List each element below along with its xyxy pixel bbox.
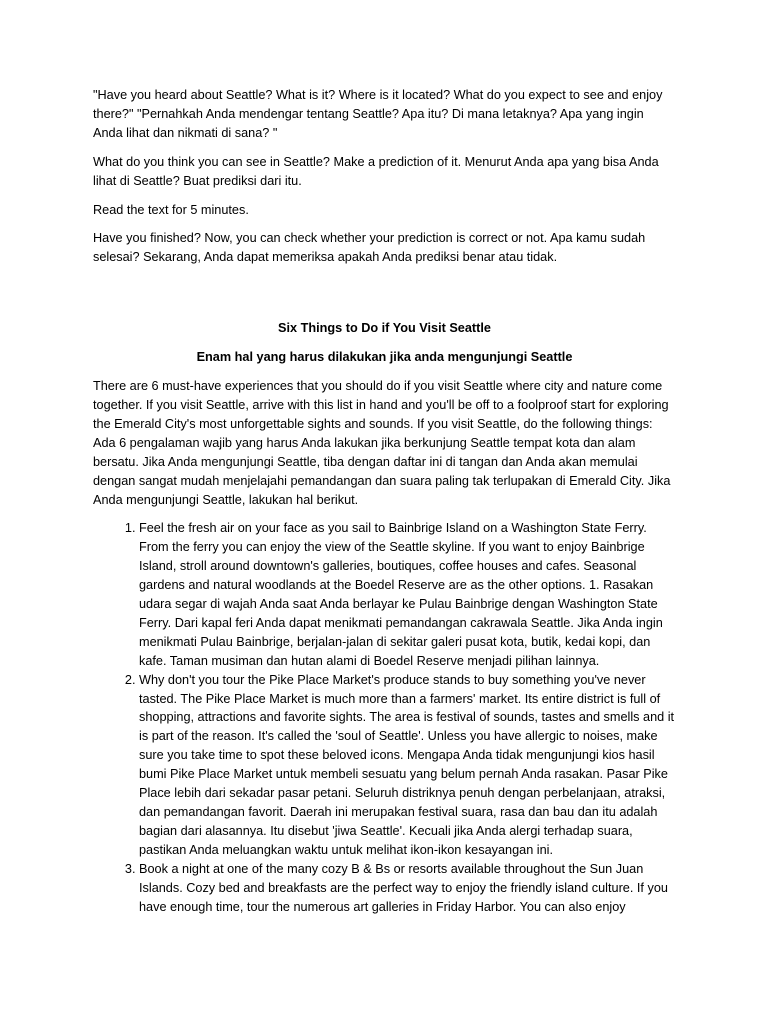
document-page — [93, 86, 676, 916]
article-lead-paragraph: There are 6 must-have experiences that you should do if you visit Seattle where city and nature come together. If you visit Seattle, arrive with this list in hand and you'll be off to a foolproof start for exploring the Emerald City's most unforgettable sights and sounds. If you visit Seattle, do the following things: Ada 6 pengalaman wajib yang harus Anda lakukan jika berkunjung Seattle tempat kota dan alam bersatu. Jika Anda mengunjungi Seattle, tiba dengan daftar ini di tangan dan Anda akan memulai dengan sangat mudah menjelajahi pemandangan dan suara paling tak terlupakan di Emerald City. Jika Anda mengunjungi Seattle, lakukan hal berikut. — [93, 379, 671, 507]
list-item: 3. Book a night at one of the many cozy B & Bs or resorts available throughout the Sun Juan Islands. Cozy bed and breakfasts are the perfect way to enjoy the friendly island culture. If you have enough time, tour the numerous art galleries in Friday Harbor. You can also enjoy — [139, 860, 676, 917]
things-to-do-list — [93, 519, 676, 916]
section-spacer — [93, 277, 676, 319]
article-title-english: Six Things to Do if You Visit Seattle — [278, 321, 491, 336]
intro-paragraph-check: Have you finished? Now, you can check whether your prediction is correct or not. Apa kamu sudah selesai? Sekarang, Anda dapat memeriksa apakah Anda prediksi benar atau tidak. — [93, 231, 646, 265]
list-item: 1. Feel the fresh air on your face as you sail to Bainbrige Island on a Washington State Ferry. From the ferry you can enjoy the view of the Seattle skyline. If you want to enjoy Bainbrige Island, stroll around downtown's galleries, boutiques, coffee houses and cafes. Seasonal gardens and natural woodlands at the Boedel Reserve are as the other options. 1. Rasakan udara segar di wajah Anda saat Anda berlayar ke Pulau Bainbrige dengan Washington State Ferry. Dari kapal feri Anda dapat menikmati pemandangan cakrawala Seattle. Jika Anda ingin menikmati Pulau Bainbrige, berjalan-jalan di sekitar galeri pusat kota, butik, kedai kopi, dan kafe. Taman musiman dan hutan alami di Boedel Reserve menjadi pilihan lainnya. — [139, 519, 676, 670]
list-item: 2. Why don't you tour the Pike Place Market's produce stands to buy something you've never tasted. The Pike Place Market is much more than a farmers' market. Its entire district is full of shopping, attractions and favorite sights. The area is festival of sounds, tastes and smells and it is part of the reason. It's called the 'soul of Seattle'. Unless you have allergic to noises, make sure you take time to spot these beloved icons. Mengapa Anda tidak mengunjungi kios hasil bumi Pike Place Market untuk membeli sesuatu yang belum pernah Anda rasakan. Pasar Pike Place lebih dari sekadar pasar petani. Seluruh distriknya penuh dengan perbelanjaan, atraksi, dan pemandangan favorit. Daerah ini merupakan festival suara, rasa dan bau dan itu adalah bagian dari alasannya. Itu disebut 'jiwa Seattle'. Kecuali jika Anda alergi terhadap suara, pastikan Anda meluangkan waktu untuk melihat ikon-ikon kesayangan ini. — [139, 671, 676, 860]
article-title-indonesian: Enam hal yang harus dilakukan jika anda mengunjungi Seattle — [196, 350, 573, 365]
intro-paragraph-instruction: Read the text for 5 minutes. — [93, 202, 249, 217]
intro-paragraph-questions: "Have you heard about Seattle? What is it? Where is it located? What do you expect to see and enjoy there?" "Pernahkah Anda mendengar tentang Seattle? Apa itu? Di mana letaknya? Apa yang ingin Anda lihat dan nikmati di sana? " — [93, 88, 663, 140]
intro-paragraph-prediction: What do you think you can see in Seattle? Make a prediction of it. Menurut Anda apa yang bisa Anda lihat di Seattle? Buat prediksi dari itu. — [93, 154, 659, 188]
